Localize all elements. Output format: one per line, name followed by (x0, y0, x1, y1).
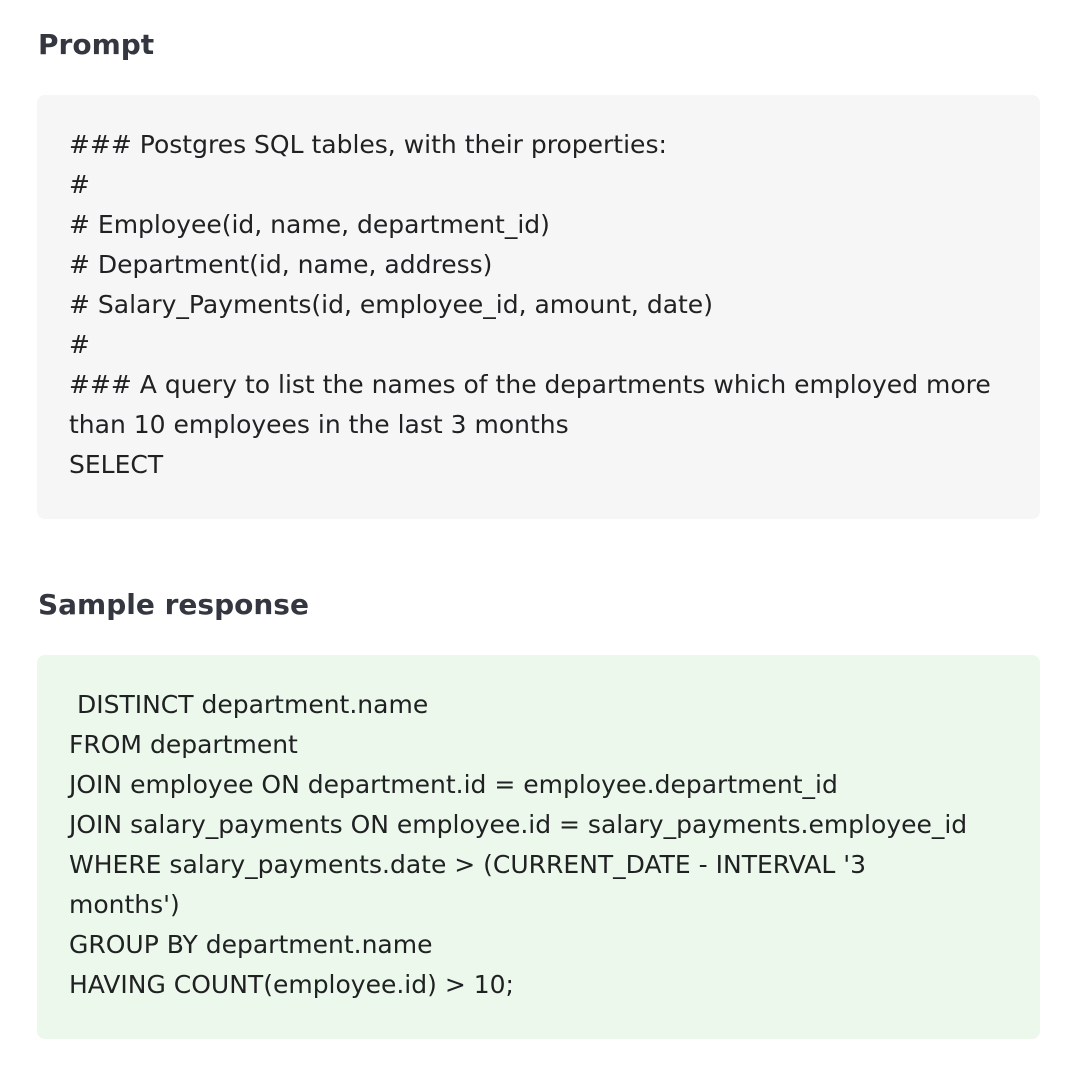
prompt-heading: Prompt (38, 28, 155, 61)
prompt-line: than 10 employees in the last 3 months (69, 410, 569, 439)
response-line: months') (69, 890, 180, 919)
prompt-line: ### A query to list the names of the departments which employed more (69, 370, 991, 399)
response-line: GROUP BY department.name (69, 930, 433, 959)
prompt-line: # Department(id, name, address) (69, 250, 493, 279)
prompt-line: SELECT (69, 450, 164, 479)
response-line: DISTINCT department.name (69, 690, 429, 719)
response-line: JOIN salary_payments ON employee.id = salary_payments.employee_id (69, 810, 968, 839)
prompt-line: # Employee(id, name, department_id) (69, 210, 550, 239)
response-line: HAVING COUNT(employee.id) > 10; (69, 970, 514, 999)
sample-response-code-block (37, 655, 1040, 1039)
sample-response-heading: Sample response (38, 588, 309, 621)
prompt-line: ### Postgres SQL tables, with their properties: (69, 130, 667, 159)
response-line: JOIN employee ON department.id = employee.department_id (69, 770, 838, 799)
response-line: WHERE salary_payments.date > (CURRENT_DATE - INTERVAL '3 (69, 850, 867, 879)
prompt-code-block (37, 95, 1040, 519)
prompt-line: # (69, 330, 90, 359)
response-line: FROM department (69, 730, 298, 759)
prompt-line: # (69, 170, 90, 199)
prompt-line: # Salary_Payments(id, employee_id, amount, date) (69, 290, 713, 319)
